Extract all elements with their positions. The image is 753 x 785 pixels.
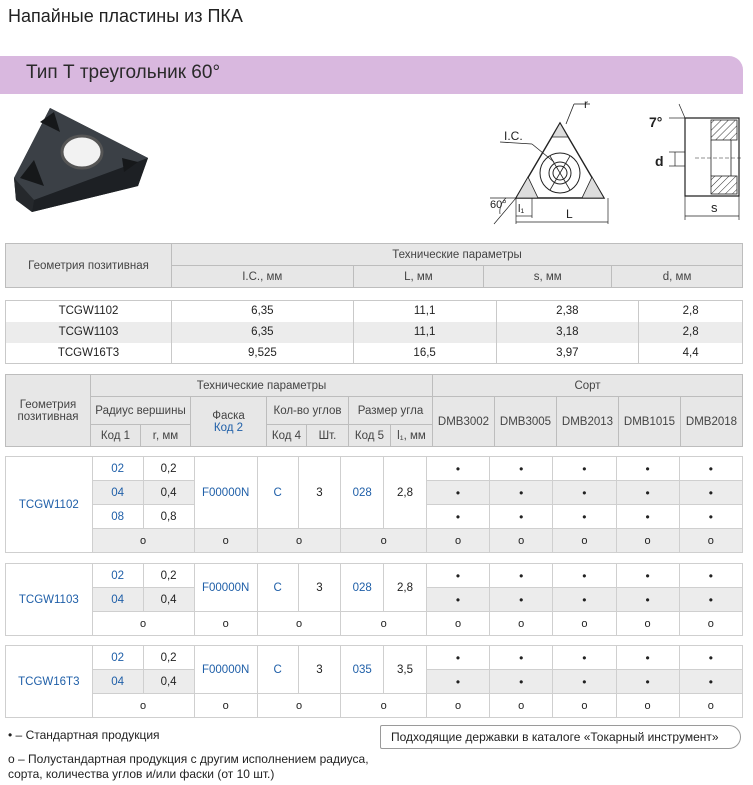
holder-catalog-link[interactable]: Подходящие державки в каталоге «Токарный инструмент» [380,725,741,749]
tech-header: Технические параметры [172,244,743,266]
grade-group-3: TCGW16T3 02 0,2 F00000N C 3 035 3,5 • • • • • 04 0,4 • • • • • o o o o o o o o o [5,645,743,718]
grade-group-2: TCGW1103 02 0,2 F00000N C 3 028 2,8 • • • • • 04 0,4 • • • • • o o o o o o o o o [5,563,743,636]
angle-label: 60° [490,199,507,211]
geom-header: Геометрия позитивная [6,244,172,288]
section-banner [0,56,743,94]
col-s: s, мм [484,266,612,288]
grade-col: DMB1015 [619,397,681,447]
deg7-label: 7° [649,114,663,130]
ic-label: I.C. [504,129,523,143]
r-label: r [584,97,588,111]
grades-table-header: Геометрия позитивная Технические параметры Сорт Радиус вершины Фаска Код 2 Кол-во углов Размер угла DMB3002 DMB3005 DMB2013 DMB1015 DMB2018 Код 1 r, мм Код 4 Шт. Код 5 l₁, мм [5,374,743,447]
table-row: TCGW1102 6,35 11,1 2,38 2,8 [6,301,743,322]
l-label: L [566,207,573,221]
grade-col: DMB2018 [681,397,743,447]
insert-image [10,100,160,215]
grade-group-1: TCGW1102 02 0,2 F00000N C 3 028 2,8 • • • • • 04 0,4 • • • • • 08 0,8 • • • • • o o o o o o o o o [5,456,743,553]
table-row: TCGW16T3 9,525 16,5 3,97 4,4 [6,343,743,364]
geom-header-2: Геометрия позитивная [6,375,91,447]
col-ic: I.C., мм [172,266,354,288]
hollow-dot-icon: o [8,752,15,766]
l1-label: l₁ [518,203,525,215]
s-label: s [711,200,718,215]
grade-col: DMB3002 [433,397,495,447]
legend-semi: o – Полустандартная продукция с другим исполнением радиуса, сорта, количества углов и/или фаски (от 10 шт.) [8,752,369,781]
table-row: TCGW1103 6,35 11,1 3,18 2,8 [6,322,743,343]
dimensions-table [5,300,743,364]
grade-col: DMB3005 [495,397,557,447]
d-label: d [655,153,664,169]
tech-header-2: Технические параметры [91,375,433,397]
size-header: Размер угла [349,397,433,425]
chamfer-header: Фаска Код 2 [191,397,267,447]
col-d: d, мм [612,266,743,288]
grade-header: Сорт [433,375,743,397]
filled-dot-icon: • [8,728,13,742]
banner-title: Тип Т треугольник 60° [26,62,221,83]
radius-header: Радиус вершины [91,397,191,425]
dimensions-table-header [5,243,743,288]
col-l: L, мм [353,266,484,288]
grade-col: DMB2013 [557,397,619,447]
page-title: Напайные пластины из ПКА [8,6,243,26]
triangle-dimension-diagram [470,96,620,230]
legend-standard: • – Стандартная продукция [8,728,160,742]
side-section-diagram [635,100,745,225]
corners-header: Кол-во углов [267,397,349,425]
